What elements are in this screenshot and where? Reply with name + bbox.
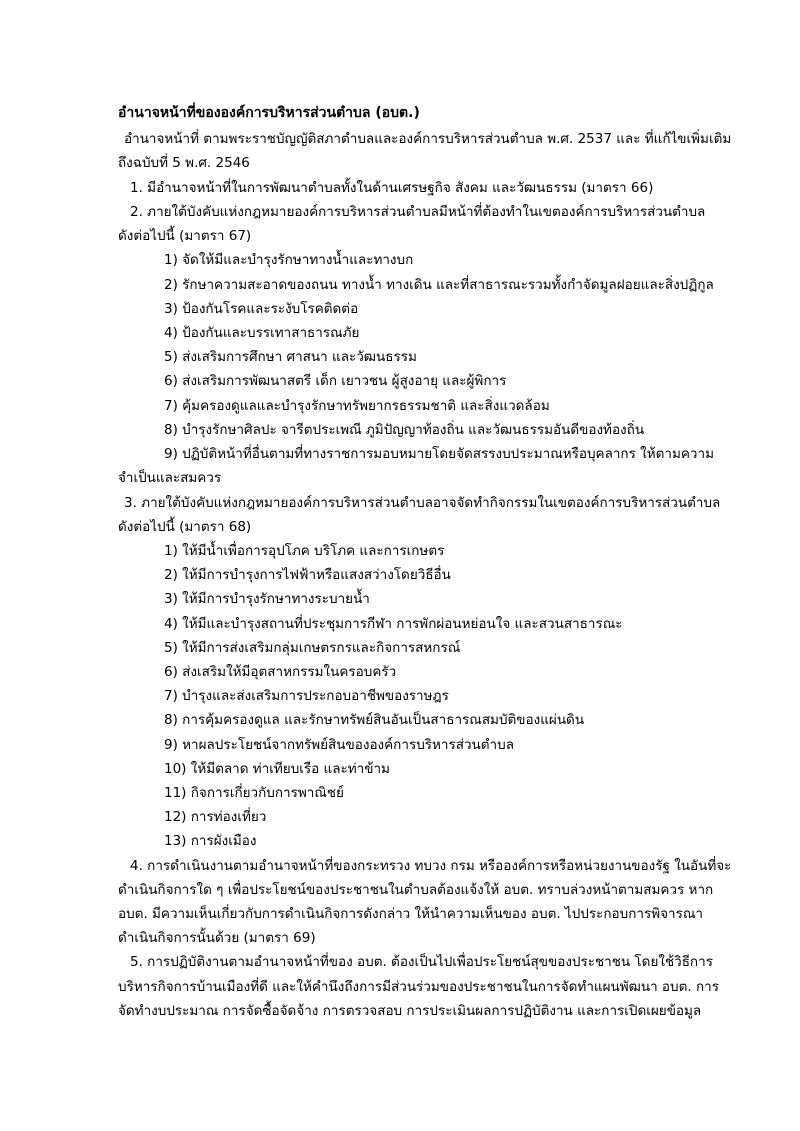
list-item: 6) ส่งเสริมการพัฒนาสตรี เด็ก เยาวชน ผู้สูงอายุ และผู้พิการ xyxy=(164,373,507,389)
list-item: 12) การท่องเที่ยว xyxy=(164,809,267,825)
list-item: 11) กิจการเกี่ยวกับการพาณิชย์ xyxy=(164,785,344,801)
section-3-line: 3. ภายใต้บังคับแห่งกฎหมายองค์การบริหารส่วนตำบลอาจจัดทำกิจกรรมในเขตองค์การบริหารส่วนตำบล xyxy=(124,495,721,511)
list-item: 2) ให้มีการบำรุงการไฟฟ้าหรือแสงสว่างโดยวิธีอื่น xyxy=(164,567,451,583)
list-item: 7) คุ้มครองดูแลและบำรุงรักษาทรัพยากรธรรมชาติ และสิ่งแวดล้อม xyxy=(164,398,550,414)
section-4-line: ดำเนินกิจการใด ๆ เพื่อประโยชน์ของประชาชนในตำบลต้องแจ้งให้ อบต. ทราบล่วงหน้าตามสมควร หาก xyxy=(118,882,714,898)
section-3-line: ดังต่อไปนี้ (มาตรา 68) xyxy=(118,519,252,535)
list-item: 7) บำรุงและส่งเสริมการประกอบอาชีพของราษฎร xyxy=(164,688,449,704)
list-item: 4) ป้องกันและบรรเทาสาธารณภัย xyxy=(164,325,360,341)
section-5-line: จัดทำงบประมาณ การจัดซื้อจัดจ้าง การตรวจสอบ การประเมินผลการปฏิบัติงาน และการเปิดเผยข้อมูล xyxy=(118,1003,702,1019)
section-4-line: อบต. มีความเห็นเกี่ยวกับการดำเนินกิจการดังกล่าว ให้นำความเห็นของ อบต. ไปประกอบการพิจารณา xyxy=(118,906,703,922)
page-title: อำนาจหน้าที่ขององค์การบริหารส่วนตำบล (อบต.) xyxy=(118,105,420,121)
list-item-continuation: จำเป็นและสมควร xyxy=(118,470,222,486)
list-item: 6) ส่งเสริมให้มีอุตสาหกรรมในครอบครัว xyxy=(164,664,397,680)
section-4-line: ดำเนินกิจการนั้นด้วย (มาตรา 69) xyxy=(118,930,316,946)
section-2-line: ดังต่อไปนี้ (มาตรา 67) xyxy=(118,228,252,244)
list-item: 9) ปฏิบัติหน้าที่อื่นตามที่ทางราชการมอบหมายโดยจัดสรรงบประมาณหรือบุคลากร ให้ตามความ xyxy=(164,446,714,462)
intro-line: ถึงฉบับที่ 5 พ.ศ. 2546 xyxy=(118,155,250,171)
section-5-line: 5. การปฏิบัติงานตามอำนาจหน้าที่ของ อบต. ต้องเป็นไปเพื่อประโยชน์สุขของประชาชน โดยใช้วิธีการ xyxy=(130,954,713,970)
section-5-line: บริหารกิจการบ้านเมืองที่ดี และให้คำนึงถึงการมีส่วนร่วมของประชาชนในการจัดทำแผนพัฒนา อบต. การ xyxy=(118,979,719,995)
intro-line: อำนาจหน้าที่ ตามพระราชบัญญัติสภาตำบลและองค์การบริหารส่วนตำบล พ.ศ. 2537 และ ที่แก้ไขเพิ่มเติม xyxy=(124,131,732,147)
list-item: 9) หาผลประโยชน์จากทรัพย์สินขององค์การบริหารส่วนตำบล xyxy=(164,737,514,753)
list-item: 3) ให้มีการบำรุงรักษาทางระบายน้ำ xyxy=(164,591,370,607)
list-item: 10) ให้มีตลาด ท่าเทียบเรือ และท่าข้าม xyxy=(164,761,390,777)
section-4-line: 4. การดำเนินงานตามอำนาจหน้าที่ของกระทรวง ทบวง กรม หรือองค์การหรือหน่วยงานของรัฐ ในอันที่จะ xyxy=(130,858,732,874)
section-2-line: 2. ภายใต้บังคับแห่งกฎหมายองค์การบริหารส่วนตำบลมีหน้าที่ต้องทำในเขตองค์การบริหารส่วนตำบล xyxy=(130,204,706,220)
list-item: 13) การผังเมือง xyxy=(164,833,257,849)
section-1: 1. มีอำนาจหน้าที่ในการพัฒนาตำบลทั้งในด้านเศรษฐกิจ สังคม และวัฒนธรรม (มาตรา 66) xyxy=(130,180,654,196)
list-item: 2) รักษาความสะอาดของถนน ทางน้ำ ทางเดิน และที่สาธารณะรวมทั้งกำจัดมูลฝอยและสิ่งปฏิกูล xyxy=(164,277,714,293)
list-item: 8) การคุ้มครองดูแล และรักษาทรัพย์สินอันเป็นสาธารณสมบัติของแผ่นดิน xyxy=(164,712,585,728)
list-item: 1) จัดให้มีและบำรุงรักษาทางน้ำและทางบก xyxy=(164,252,414,268)
list-item: 8) บำรุงรักษาศิลปะ จารีตประเพณี ภูมิปัญญาท้องถิ่น และวัฒนธรรมอันดีของท้องถิ่น xyxy=(164,422,645,438)
list-item: 5) ให้มีการส่งเสริมกลุ่มเกษตรกรและกิจการสหกรณ์ xyxy=(164,640,461,656)
list-item: 4) ให้มีและบำรุงสถานที่ประชุมการกีฬา การพักผ่อนหย่อนใจ และสวนสาธารณะ xyxy=(164,616,623,632)
list-item: 5) ส่งเสริมการศึกษา ศาสนา และวัฒนธรรม xyxy=(164,349,417,365)
list-item: 1) ให้มีน้ำเพื่อการอุปโภค บริโภค และการเกษตร xyxy=(164,543,445,559)
list-item: 3) ป้องกันโรคและระงับโรคติดต่อ xyxy=(164,301,359,317)
